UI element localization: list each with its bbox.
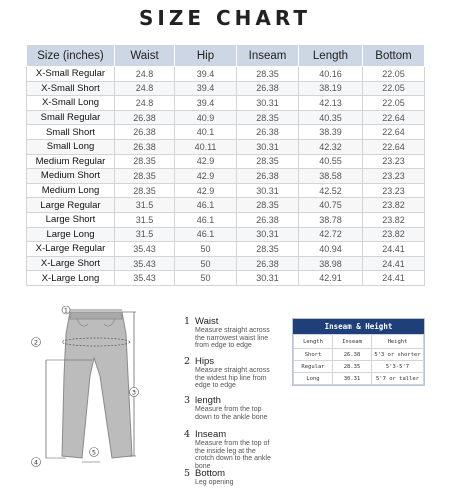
- size-label-cell: X-Small Short: [27, 81, 115, 96]
- measurement-cell: 42.72: [299, 227, 363, 242]
- measurement-cell: 40.9: [175, 110, 237, 125]
- size-label-cell: X-Large Long: [27, 271, 115, 286]
- measurement-cell: 24.8: [115, 67, 175, 82]
- measurement-cell: 30.31: [237, 96, 299, 111]
- measurement-number: 3: [184, 395, 191, 406]
- measurement-cell: 23.82: [363, 227, 425, 242]
- desc-line: Measure straight across: [195, 367, 270, 374]
- measurement-description: [195, 367, 280, 390]
- measurement-cell: 24.8: [115, 81, 175, 96]
- inseam-height-header-cell: Length: [294, 335, 333, 349]
- measurement-number: 4: [184, 429, 191, 440]
- table-row: [27, 212, 425, 227]
- inseam-height-header-row: [294, 335, 424, 349]
- table-row: [27, 271, 425, 286]
- desc-line: down to the ankle bone: [195, 413, 268, 421]
- desc-line: the narrowest waist line: [195, 334, 269, 342]
- measurement-cell: 23.23: [363, 154, 425, 169]
- measurement-cell: 28.35: [237, 242, 299, 257]
- desc-line: the widest hip line from: [195, 374, 267, 382]
- inseam-height-cell: 30.31: [333, 373, 372, 385]
- desc-line: crotch down to the ankle: [195, 455, 271, 462]
- size-label-cell: Medium Short: [27, 169, 115, 184]
- measurement-cell: 50: [175, 271, 237, 286]
- table-row: [27, 125, 425, 140]
- table-row: [27, 81, 425, 96]
- measurement-cell: 22.05: [363, 96, 425, 111]
- table-row: [27, 154, 425, 169]
- header-inseam: Inseam: [237, 45, 299, 67]
- measurement-cell: 42.52: [299, 183, 363, 198]
- measurement-cell: 23.82: [363, 212, 425, 227]
- pants-diagram: [22, 306, 152, 472]
- measurement-cell: 40.55: [299, 154, 363, 169]
- header-bottom: Bottom: [363, 45, 425, 67]
- table-row: [27, 256, 425, 271]
- size-table-header-row: [27, 45, 425, 67]
- table-row: [27, 198, 425, 213]
- measurement-cell: 40.1: [175, 125, 237, 140]
- marker-2: [32, 338, 41, 347]
- size-label-cell: Large Short: [27, 212, 115, 227]
- size-label-cell: Small Long: [27, 139, 115, 154]
- table-row: [27, 242, 425, 257]
- measurement-name: Waist: [195, 316, 219, 327]
- measurement-cell: 26.38: [115, 110, 175, 125]
- measurement-name: Inseam: [195, 429, 227, 440]
- header-length: Length: [299, 45, 363, 67]
- measurement-cell: 38.39: [299, 125, 363, 140]
- svg-text:1: 1: [63, 306, 69, 315]
- size-label-cell: Medium Long: [27, 183, 115, 198]
- measurement-cell: 24.8: [115, 96, 175, 111]
- measurement-cell: 35.43: [115, 256, 175, 271]
- inseam-height-header-cell: Height: [372, 335, 424, 349]
- measurement-cell: 39.4: [175, 67, 237, 82]
- diagram-markers: [22, 306, 152, 472]
- header-waist: Waist: [115, 45, 175, 67]
- svg-text:4: 4: [33, 458, 39, 467]
- measurement-cell: 26.38: [237, 212, 299, 227]
- inseam-height-cell: 5'3-5'7: [372, 361, 424, 373]
- measurement-cell: 26.38: [237, 169, 299, 184]
- measurement-cell: 28.35: [237, 110, 299, 125]
- desc-line: Measure from the top of: [195, 440, 270, 447]
- measurement-cell: 42.13: [299, 96, 363, 111]
- inseam-height-header-cell: Inseam: [333, 335, 372, 349]
- header-size: Size (inches): [27, 45, 115, 67]
- measurement-cell: 40.94: [299, 242, 363, 257]
- marker-1: [62, 306, 70, 315]
- measurement-cell: 22.05: [363, 67, 425, 82]
- measurement-cell: 28.35: [115, 169, 175, 184]
- measurement-cell: 38.58: [299, 169, 363, 184]
- inseam-height-cell: 26.38: [333, 349, 372, 361]
- measurement-cell: 23.23: [363, 169, 425, 184]
- measurement-number: 1: [184, 316, 191, 327]
- measurement-cell: 30.31: [237, 227, 299, 242]
- table-row: [27, 67, 425, 82]
- measurement-cell: 50: [175, 242, 237, 257]
- measurement-cell: 40.11: [175, 139, 237, 154]
- desc-line: Leg opening: [195, 479, 234, 486]
- table-row: [27, 227, 425, 242]
- inseam-height-box: [292, 318, 425, 386]
- measurement-cell: 31.5: [115, 212, 175, 227]
- measurement-description: [195, 440, 280, 470]
- marker-3: [130, 388, 139, 397]
- inseam-height-row: [294, 349, 424, 361]
- measurement-cell: 38.78: [299, 212, 363, 227]
- size-label-cell: Large Regular: [27, 198, 115, 213]
- measurement-name: length: [195, 395, 221, 406]
- measurement-name: Hips: [195, 356, 215, 367]
- desc-line: edge to edge: [195, 382, 236, 389]
- table-row: [27, 139, 425, 154]
- measurement-cell: 40.16: [299, 67, 363, 82]
- desc-line: the inside leg at the: [195, 447, 256, 455]
- measurement-cell: 39.4: [175, 96, 237, 111]
- measurement-cell: 22.05: [363, 81, 425, 96]
- measurement-cell: 26.38: [237, 81, 299, 96]
- measurement-cell: 22.64: [363, 139, 425, 154]
- measurement-cell: 24.41: [363, 271, 425, 286]
- measurement-cell: 24.41: [363, 256, 425, 271]
- measurement-cell: 26.38: [237, 125, 299, 140]
- measurement-cell: 39.4: [175, 81, 237, 96]
- measurement-cell: 28.35: [237, 154, 299, 169]
- size-label-cell: X-Large Regular: [27, 242, 115, 257]
- measurement-cell: 42.9: [175, 169, 237, 184]
- measurement-cell: 28.35: [115, 154, 175, 169]
- measurement-number: 5: [184, 468, 191, 479]
- inseam-height-cell: 5'3 or shorter: [372, 349, 424, 361]
- measurement-cell: 42.32: [299, 139, 363, 154]
- inseam-height-cell: Long: [294, 373, 333, 385]
- size-label-cell: Medium Regular: [27, 154, 115, 169]
- desc-line: from edge to edge: [195, 342, 252, 349]
- measurement-cell: 26.38: [115, 125, 175, 140]
- inseam-height-title: Inseam & Height: [293, 319, 424, 334]
- measurement-cell: 23.23: [363, 183, 425, 198]
- table-row: [27, 183, 425, 198]
- measurement-description: [195, 479, 280, 487]
- header-hip: Hip: [175, 45, 237, 67]
- measurement-cell: 46.1: [175, 198, 237, 213]
- measurement-cell: 30.31: [237, 183, 299, 198]
- measurement-cell: 23.82: [363, 198, 425, 213]
- measurement-cell: 22.64: [363, 125, 425, 140]
- measurement-cell: 35.43: [115, 271, 175, 286]
- measurement-cell: 42.9: [175, 183, 237, 198]
- desc-line: Measure straight across: [195, 327, 270, 334]
- measurement-cell: 40.35: [299, 110, 363, 125]
- size-chart-table: [26, 44, 425, 286]
- table-row: [27, 110, 425, 125]
- measurement-cell: 31.5: [115, 227, 175, 242]
- measurement-cell: 42.9: [175, 154, 237, 169]
- inseam-height-table: [293, 334, 424, 385]
- inseam-height-cell: 5'7 or taller: [372, 373, 424, 385]
- svg-text:3: 3: [131, 388, 137, 397]
- svg-text:5: 5: [91, 448, 97, 457]
- page-title: SIZE CHART: [138, 6, 311, 30]
- measurement-cell: 26.38: [237, 256, 299, 271]
- size-label-cell: X-Large Short: [27, 256, 115, 271]
- measurement-cell: 42.91: [299, 271, 363, 286]
- inseam-height-row: [294, 373, 424, 385]
- desc-line: Measure from the top: [195, 406, 262, 413]
- measurement-number: 2: [184, 356, 191, 367]
- table-row: [27, 96, 425, 111]
- size-label-cell: Large Long: [27, 227, 115, 242]
- svg-text:2: 2: [33, 338, 39, 347]
- measurement-cell: 22.64: [363, 110, 425, 125]
- measurement-cell: 40.75: [299, 198, 363, 213]
- marker-4: [32, 458, 41, 467]
- measurement-cell: 38.19: [299, 81, 363, 96]
- inseam-height-cell: 28.35: [333, 361, 372, 373]
- measurement-cell: 35.43: [115, 242, 175, 257]
- measurement-cell: 38.98: [299, 256, 363, 271]
- measurement-cell: 31.5: [115, 198, 175, 213]
- size-label-cell: X-Small Long: [27, 96, 115, 111]
- measurement-description: [195, 406, 280, 421]
- desc-line: bone: [195, 462, 211, 470]
- measurement-name: Bottom: [195, 468, 226, 479]
- size-label-cell: Small Regular: [27, 110, 115, 125]
- measurement-cell: 28.35: [237, 198, 299, 213]
- measurement-cell: 26.38: [115, 139, 175, 154]
- measurement-cell: 30.31: [237, 139, 299, 154]
- inseam-height-row: [294, 361, 424, 373]
- inseam-height-cell: Short: [294, 349, 333, 361]
- table-row: [27, 169, 425, 184]
- size-label-cell: Small Short: [27, 125, 115, 140]
- measurement-cell: 46.1: [175, 212, 237, 227]
- inseam-height-cell: Regular: [294, 361, 333, 373]
- measurement-cell: 30.31: [237, 271, 299, 286]
- measurement-cell: 46.1: [175, 227, 237, 242]
- measurement-description: [195, 327, 280, 350]
- size-label-cell: X-Small Regular: [27, 67, 115, 82]
- measurement-cell: 28.35: [115, 183, 175, 198]
- measurement-cell: 24.41: [363, 242, 425, 257]
- measurement-cell: 28.35: [237, 67, 299, 82]
- marker-5: [90, 448, 99, 457]
- measurement-cell: 50: [175, 256, 237, 271]
